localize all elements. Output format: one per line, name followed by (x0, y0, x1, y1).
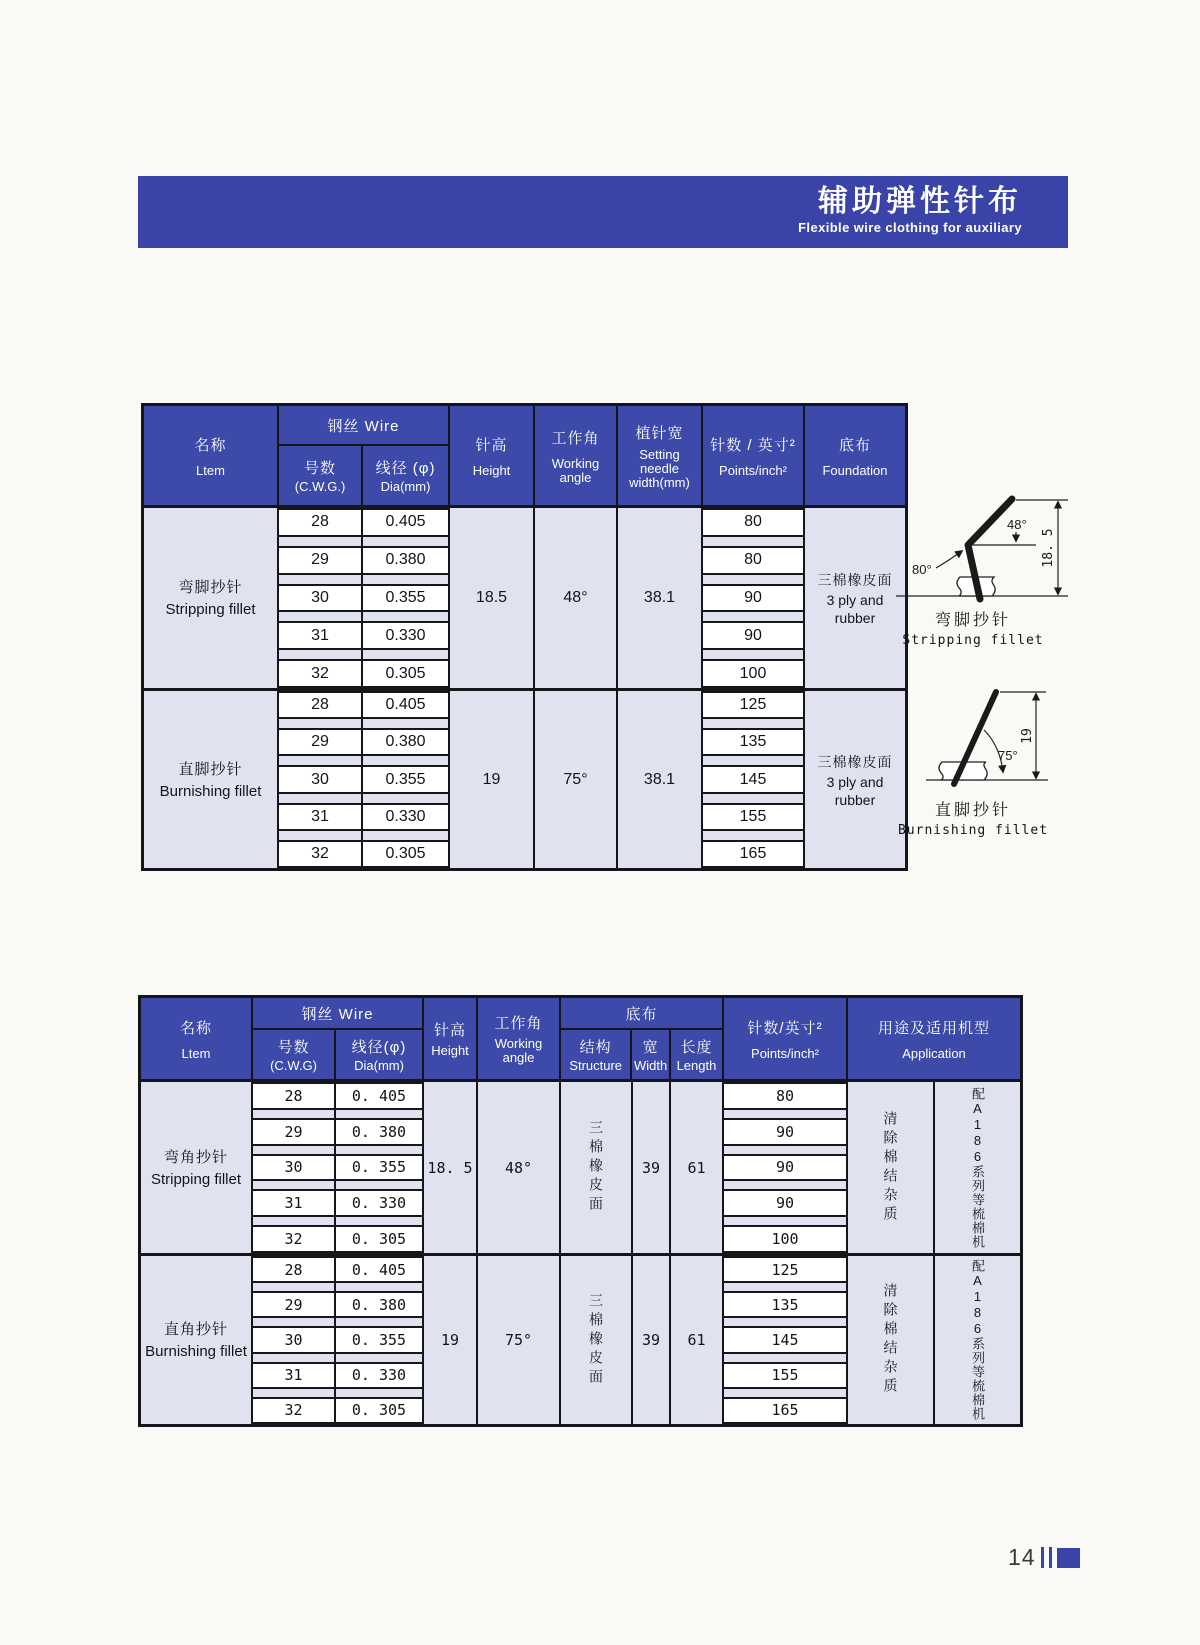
cwg-column (251, 1082, 334, 1253)
application-machine: 配A186系列等梳棉机 (933, 1082, 1020, 1253)
height-dimension-label: 18. 5 (1041, 528, 1056, 568)
dia-cell: 0. 330 (336, 1362, 422, 1389)
dia-column (361, 508, 448, 688)
dia-cell: 0. 330 (336, 1189, 422, 1217)
dia-cell: 0.380 (363, 728, 448, 756)
col-header-cwg: 号数 (C.W.G) (270, 1039, 317, 1073)
banner-title: 辅助弹性针布 (818, 185, 1022, 218)
base-angle-label: 80° (912, 562, 932, 577)
dia-cell: 0.330 (363, 803, 448, 831)
angle-value: 48° (533, 508, 616, 688)
cwg-cell: 31 (279, 803, 361, 831)
application-machine: 配A186系列等梳棉机 (933, 1253, 1020, 1424)
col-header-wire: 钢丝 Wire 号数 (C.W.G.) 线径 (φ) Dia(mm) (277, 406, 448, 508)
dia-cell: 0.355 (363, 765, 448, 793)
points-cell: 80 (724, 1082, 846, 1110)
col-header-application: 用途及适用机型 Application (846, 998, 1020, 1082)
dia-cell: 0.405 (363, 508, 448, 537)
col-header-height: 针高 Height (422, 998, 476, 1082)
points-cell: 80 (703, 546, 803, 575)
col-header-points: 针数 / 英寸² Points/inch² (701, 406, 803, 508)
col-header-dia: 线径 (φ) Dia(mm) (361, 446, 448, 505)
points-cell: 125 (703, 691, 803, 719)
cwg-column (251, 1253, 334, 1424)
cwg-cell: 29 (279, 728, 361, 756)
cwg-cell: 30 (279, 584, 361, 613)
points-cell: 100 (703, 659, 803, 688)
height-value: 19 (448, 688, 533, 868)
cwg-cell: 28 (253, 1256, 334, 1283)
cwg-cell: 32 (253, 1225, 334, 1253)
dia-cell: 0.305 (363, 840, 448, 868)
spec-table-application (138, 995, 1023, 1427)
points-cell: 90 (724, 1118, 846, 1146)
col-header-dia: 线径(φ) Dia(mm) (334, 1030, 422, 1079)
application-use: 清除棉结杂质 (846, 1082, 933, 1253)
col-header-foundation: 底布 Foundation (803, 406, 905, 508)
cwg-cell: 30 (253, 1154, 334, 1182)
points-cell: 135 (724, 1291, 846, 1318)
angle-value: 75° (476, 1253, 559, 1424)
cwg-cell: 32 (279, 840, 361, 868)
points-cell: 165 (703, 840, 803, 868)
dia-cell: 0.355 (363, 584, 448, 613)
page-marker-bar-icon (1041, 1547, 1044, 1568)
row-group-name: 直脚抄针 Burnishing fillet (144, 688, 277, 868)
page-marker-bar-icon (1049, 1547, 1052, 1568)
points-cell: 155 (724, 1362, 846, 1389)
structure-value: 三棉橡皮面 (559, 1253, 631, 1424)
dia-cell: 0.330 (363, 621, 448, 650)
setting-width-value: 38.1 (616, 508, 701, 688)
foundation-value: 三棉橡皮面 3 ply and rubber (803, 508, 905, 688)
points-cell: 90 (703, 621, 803, 650)
width-value: 39 (631, 1082, 669, 1253)
length-value: 61 (669, 1082, 722, 1253)
row-group-name: 弯脚抄针 Stripping fillet (165, 579, 256, 618)
dia-column (334, 1253, 422, 1424)
dia-cell: 0. 405 (336, 1256, 422, 1283)
cwg-cell: 28 (279, 691, 361, 719)
cwg-cell: 30 (279, 765, 361, 793)
cwg-cell: 32 (279, 659, 361, 688)
points-cell: 145 (703, 765, 803, 793)
points-cell: 90 (724, 1154, 846, 1182)
diagram-stripping-fillet (888, 478, 1078, 606)
dia-cell: 0.405 (363, 691, 448, 719)
cwg-cell: 28 (253, 1082, 334, 1110)
length-value: 61 (669, 1253, 722, 1424)
angle-arrow-icon (936, 551, 962, 568)
col-header-structure: 结构 Structure (569, 1039, 623, 1073)
cwg-cell: 29 (253, 1291, 334, 1318)
dia-cell: 0. 355 (336, 1154, 422, 1182)
dia-cell: 0. 380 (336, 1118, 422, 1146)
row-group-name: 弯角抄针 Stripping fillet (150, 1148, 242, 1188)
page-footer (1008, 1544, 1080, 1571)
points-column (722, 1082, 846, 1253)
row-group-name: 直角抄针 Burnishing fillet (141, 1253, 251, 1424)
points-cell: 100 (724, 1225, 846, 1253)
points-cell: 80 (703, 508, 803, 537)
cwg-cell: 31 (253, 1362, 334, 1389)
col-header-angle: 工作角 Working angle (533, 406, 616, 508)
cwg-column (277, 508, 361, 688)
page-number: 14 (1008, 1544, 1036, 1570)
points-column (722, 1253, 846, 1424)
cwg-cell: 31 (253, 1189, 334, 1217)
col-header-setting-width: 植针宽 Setting needle width(mm) (616, 406, 701, 508)
dia-cell: 0. 380 (336, 1291, 422, 1318)
col-header-foundation: 底布 结构 Structure 宽 Width 长度 Length (559, 998, 722, 1082)
col-header-wire: 钢丝 Wire 号数 (C.W.G) 线径(φ) Dia(mm) (251, 998, 422, 1082)
dia-cell: 0. 305 (336, 1397, 422, 1424)
height-value: 18.5 (448, 508, 533, 688)
angle-value: 75° (533, 688, 616, 868)
foundation-value: 三棉橡皮面 3 ply and rubber (803, 688, 905, 868)
points-cell: 145 (724, 1326, 846, 1353)
col-header-points: 针数/英寸² Points/inch² (722, 998, 846, 1082)
cwg-cell: 29 (279, 546, 361, 575)
cwg-cell: 32 (253, 1397, 334, 1424)
cwg-cell: 29 (253, 1118, 334, 1146)
diagram-caption-burnishing: 直脚抄针 Burnishing fillet (897, 802, 1049, 838)
dia-cell: 0. 355 (336, 1326, 422, 1353)
col-header-angle: 工作角 Working angle (476, 998, 559, 1082)
dia-cell: 0.380 (363, 546, 448, 575)
cwg-cell: 31 (279, 621, 361, 650)
setting-width-value: 38.1 (616, 688, 701, 868)
points-cell: 135 (703, 728, 803, 756)
dia-cell: 0. 405 (336, 1082, 422, 1110)
cwg-cell: 28 (279, 508, 361, 537)
angle-label: 75° (998, 748, 1018, 763)
application-use: 清除棉结杂质 (846, 1253, 933, 1424)
points-column (701, 508, 803, 688)
points-cell: 165 (724, 1397, 846, 1424)
height-value: 18. 5 (422, 1082, 476, 1253)
points-cell: 125 (724, 1256, 846, 1283)
top-angle-label: 48° (1007, 517, 1027, 532)
col-header-length: 长度 Length (669, 1030, 722, 1079)
diagram-caption-stripping: 弯脚抄针 Stripping fillet (902, 612, 1044, 648)
col-header-name: 名称 Ltem (144, 406, 277, 508)
points-cell: 155 (703, 803, 803, 831)
height-value: 19 (422, 1253, 476, 1424)
points-cell: 90 (724, 1189, 846, 1217)
cwg-cell: 30 (253, 1326, 334, 1353)
cwg-column (277, 688, 361, 868)
col-header-height: 针高 Height (448, 406, 533, 508)
page-banner (138, 176, 1068, 248)
width-value: 39 (631, 1253, 669, 1424)
col-header-cwg: 号数 (C.W.G.) (294, 460, 346, 494)
spec-table-main (141, 403, 908, 871)
col-header-name: 名称 Ltem (141, 998, 251, 1082)
page-marker-icon (1057, 1548, 1080, 1568)
structure-value: 三棉橡皮面 (559, 1082, 631, 1253)
angle-value: 48° (476, 1082, 559, 1253)
diagram-burnishing-fillet (888, 672, 1078, 794)
dia-column (361, 688, 448, 868)
banner-subtitle: Flexible wire clothing for auxiliary (798, 220, 1022, 235)
height-dimension-label: 19 (1020, 728, 1035, 744)
dia-column (334, 1082, 422, 1253)
dia-cell: 0. 305 (336, 1225, 422, 1253)
points-cell: 90 (703, 584, 803, 613)
col-header-width: 宽 Width (630, 1030, 669, 1079)
points-column (701, 688, 803, 868)
dia-cell: 0.305 (363, 659, 448, 688)
